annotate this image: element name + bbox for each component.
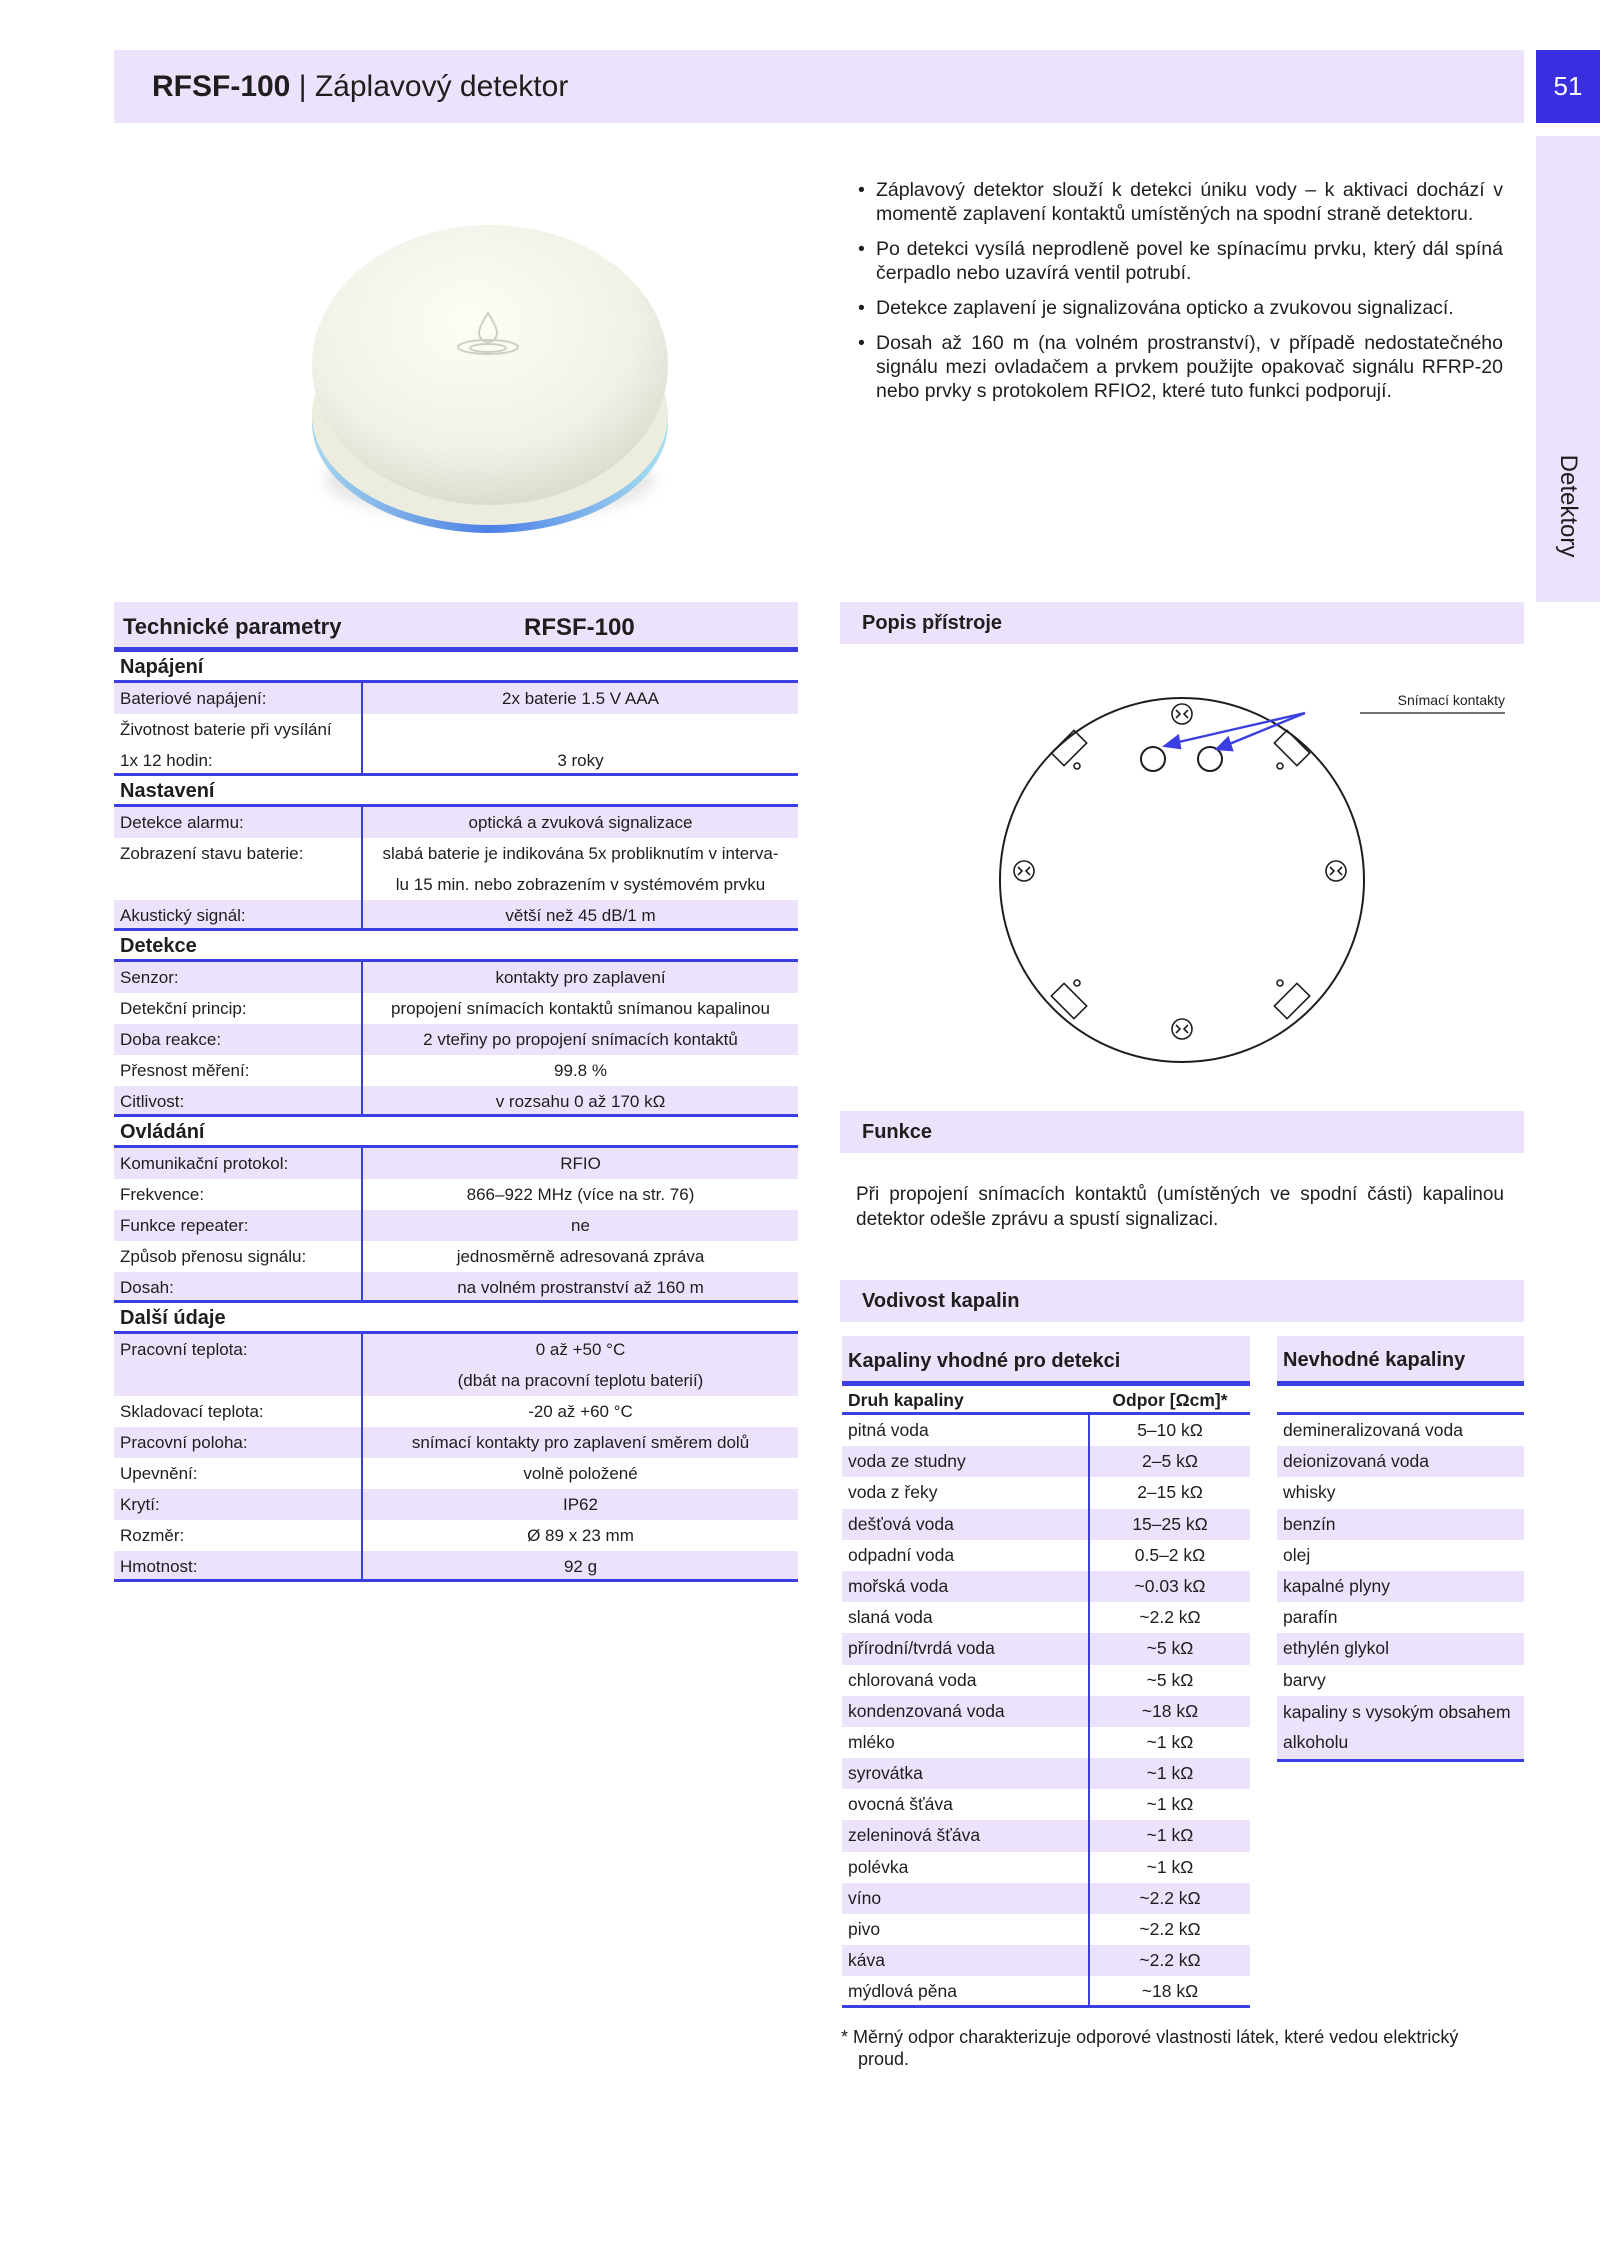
liquid-resistance: ~5 kΩ <box>1146 1638 1194 1659</box>
liquid-resistance: ~2.2 kΩ <box>1139 1887 1201 1908</box>
tech-row <box>114 1086 798 1117</box>
tech-row-label: Zobrazení stavu baterie: <box>114 838 363 869</box>
liquid-name: mléko <box>842 1727 1090 1758</box>
tech-row-value: slabá baterie je indikována 5x probliknutím v interva- <box>382 844 779 863</box>
tech-row <box>114 1148 798 1179</box>
liquid-row <box>842 1727 1250 1758</box>
liquid-row <box>842 1820 1250 1851</box>
unsuitable-liquid-item: whisky <box>1283 1482 1336 1503</box>
tech-row <box>114 1210 798 1241</box>
liquid-row <box>842 1914 1250 1945</box>
tech-row <box>114 1489 798 1520</box>
tech-row-value: ne <box>571 1216 590 1235</box>
device-image <box>300 215 680 545</box>
liquid-resistance: ~1 kΩ <box>1146 1731 1194 1752</box>
liquid-row <box>842 1540 1250 1571</box>
tech-section-heading: Detekce <box>114 931 798 962</box>
tech-row-label: Způsob přenosu signálu: <box>114 1241 363 1272</box>
liquid-resistance: ~18 kΩ <box>1141 1700 1199 1721</box>
liquid-name: káva <box>842 1945 1090 1976</box>
tech-row <box>114 683 798 714</box>
unsuitable-liquid-item: deionizovaná voda <box>1277 1446 1524 1477</box>
footnote-line: Měrný odpor charakterizuje odporové vlastnosti látek, které vedou elektrický <box>853 2027 1459 2047</box>
side-tab <box>1536 136 1600 602</box>
tech-row-label: Citlivost: <box>114 1086 363 1114</box>
tech-row <box>114 1551 798 1582</box>
title-separator: | <box>298 70 307 103</box>
tech-row-label: Komunikační protokol: <box>114 1148 363 1179</box>
liquid-resistance: 2–5 kΩ <box>1142 1451 1198 1472</box>
liquid-name: mořská voda <box>842 1571 1090 1602</box>
tech-row-value: 866–922 MHz (více na str. 76) <box>466 1185 695 1204</box>
col-liquid-type: Druh kapaliny <box>848 1390 964 1410</box>
callout-label: Snímací kontakty <box>1397 692 1505 708</box>
tech-row-value: 2x baterie 1.5 V AAA <box>502 689 659 708</box>
tech-row-value: IP62 <box>563 1495 598 1514</box>
liquid-row <box>842 1602 1250 1633</box>
liquid-resistance: ~1 kΩ <box>1146 1794 1194 1815</box>
section-popis: Popis přístroje <box>840 602 1524 644</box>
tech-row-value: RFIO <box>560 1154 601 1173</box>
feature-item: • Detekce zaplavení je signalizována opticko a zvukovou signalizací. <box>858 296 1503 320</box>
tech-row-label: Doba reakce: <box>114 1024 363 1055</box>
liquid-row <box>842 1446 1250 1477</box>
tech-row-value: 99.8 % <box>554 1061 607 1080</box>
tech-params-table <box>114 602 798 1582</box>
page-number: 51 <box>1536 50 1600 123</box>
tech-row-value: (dbát na pracovní teplotu baterií) <box>457 1371 704 1390</box>
liquid-row <box>842 1976 1250 2007</box>
tech-row <box>114 745 798 776</box>
contact-left <box>1141 747 1165 771</box>
suitable-liquids-table <box>842 1336 1250 2008</box>
liquid-resistance: ~1 kΩ <box>1146 1856 1194 1877</box>
unsuitable-liquids-table <box>1277 1336 1524 1762</box>
liquid-row <box>842 1852 1250 1883</box>
tech-row-value: Ø 89 x 23 mm <box>527 1526 634 1545</box>
tech-row-label: Přesnost měření: <box>114 1055 363 1086</box>
tech-row-label: Funkce repeater: <box>114 1210 363 1241</box>
liquid-name: víno <box>842 1883 1090 1914</box>
unsuitable-liquid-item: parafín <box>1283 1607 1338 1628</box>
tech-row-value: optická a zvuková signalizace <box>468 813 693 832</box>
tech-row-label: Senzor: <box>114 962 363 993</box>
tech-row-value: 0 až +50 °C <box>535 1340 626 1359</box>
liquid-row <box>842 1945 1250 1976</box>
screw-icon <box>1014 704 1346 1039</box>
tech-row <box>114 962 798 993</box>
unsuitable-liquid-item: kapalné plyny <box>1277 1571 1524 1602</box>
liquid-row <box>842 1789 1250 1820</box>
liquid-resistance: 0.5–2 kΩ <box>1134 1544 1206 1565</box>
tech-row-value: jednosměrně adresovaná zpráva <box>456 1247 705 1266</box>
liquid-resistance: ~1 kΩ <box>1146 1763 1194 1784</box>
funkce-text: Při propojení snímacích kontaktů (umístěných ve spodní části) kapalinou detektor odešle zprávu a spustí signalizaci. <box>856 1184 1504 1230</box>
tech-row <box>114 993 798 1024</box>
unsuitable-liquid-item: benzín <box>1277 1509 1524 1540</box>
tech-row-value: propojení snímacích kontaktů snímanou kapalinou <box>391 999 770 1018</box>
col-resistance: Odpor [Ωcm]* <box>1112 1390 1228 1410</box>
suitable-table-colhead <box>842 1386 1250 1415</box>
tech-section-heading: Nastavení <box>114 776 798 807</box>
tech-row <box>114 807 798 838</box>
unsuitable-liquid-item: kapaliny s vysokým obsahem alkoholu <box>1277 1696 1524 1762</box>
tech-row-value: na volném prostranství až 160 m <box>457 1278 704 1297</box>
liquid-resistance: 2–15 kΩ <box>1137 1482 1203 1503</box>
unsuitable-liquid-item: ethylén glykol <box>1277 1633 1524 1664</box>
tech-row <box>114 900 798 931</box>
tech-row-value: větší než 45 dB/1 m <box>505 906 656 925</box>
tech-row <box>114 714 798 745</box>
tech-row-value: -20 až +60 °C <box>528 1402 633 1421</box>
tech-row-value: 92 g <box>563 1557 598 1576</box>
liquid-name: voda ze studny <box>842 1446 1090 1477</box>
suitable-table-title: Kapaliny vhodné pro detekci <box>842 1336 1250 1386</box>
liquid-name: zeleninová šťáva <box>842 1820 1090 1851</box>
liquid-resistance: ~2.2 kΩ <box>1139 1607 1201 1628</box>
liquid-name: ovocná šťáva <box>842 1789 1090 1820</box>
clip-icon <box>1051 730 1309 1018</box>
liquid-resistance: ~0.03 kΩ <box>1134 1575 1206 1596</box>
tech-row-label: Frekvence: <box>114 1179 363 1210</box>
tech-row <box>114 1241 798 1272</box>
tech-row-label <box>114 869 363 900</box>
tech-section-heading: Napájení <box>114 652 798 683</box>
liquid-row <box>842 1758 1250 1789</box>
tech-row <box>114 1179 798 1210</box>
tech-row-label: Skladovací teplota: <box>114 1396 363 1427</box>
liquid-row <box>842 1696 1250 1727</box>
liquid-resistance: ~5 kΩ <box>1146 1669 1194 1690</box>
tech-row-label: 1x 12 hodin: <box>114 745 363 773</box>
tech-row <box>114 1396 798 1427</box>
liquid-name: kondenzovaná voda <box>842 1696 1090 1727</box>
model-name: RFSF-100 <box>152 70 291 103</box>
liquid-name: přírodní/tvrdá voda <box>842 1633 1090 1664</box>
tech-row-label: Dosah: <box>114 1272 363 1300</box>
liquid-row <box>842 1509 1250 1540</box>
liquid-resistance: ~2.2 kΩ <box>1139 1950 1201 1971</box>
liquid-name: pivo <box>842 1914 1090 1945</box>
tech-row <box>114 1024 798 1055</box>
tech-table-header <box>114 602 798 652</box>
tech-row-label: Bateriové napájení: <box>114 683 363 714</box>
liquid-name: slaná voda <box>842 1602 1090 1633</box>
page-title: Záplavový detektor <box>314 70 569 103</box>
tech-row-value: kontakty pro zaplavení <box>495 968 666 987</box>
liquid-resistance: 5–10 kΩ <box>1137 1420 1203 1440</box>
tech-row-value: v rozsahu 0 až 170 kΩ <box>495 1092 666 1111</box>
unsuitable-liquid-item: demineralizovaná voda <box>1283 1420 1463 1440</box>
page-header <box>114 50 1524 123</box>
tech-row-label: Detekční princip: <box>114 993 363 1024</box>
device-bottom-diagram <box>960 680 1520 1080</box>
feature-item: • Dosah až 160 m (na volném prostranství), v případě nedostatečného signálu mezi ovladačem a prvkem použijte opakovač signálu RFRP-20 nebo prvky s protokolem RFIO2, které tuto funkci podporují. <box>858 331 1503 403</box>
liquid-row <box>842 1415 1250 1446</box>
tech-table-title: Technické parametry <box>123 614 342 639</box>
liquid-resistance: ~2.2 kΩ <box>1139 1919 1201 1939</box>
tech-row-label <box>114 1365 363 1396</box>
liquid-name: mýdlová pěna <box>842 1976 1090 2004</box>
tech-row <box>114 869 798 900</box>
liquid-row <box>842 1477 1250 1508</box>
footnote-line: proud. <box>858 2049 910 2069</box>
tech-row <box>114 1520 798 1551</box>
tech-row <box>114 1365 798 1396</box>
section-funkce: Funkce <box>840 1111 1524 1153</box>
liquid-name: pitná voda <box>842 1415 1090 1446</box>
tech-row <box>114 1272 798 1303</box>
unsuitable-liquid-item: olej <box>1283 1544 1311 1565</box>
tech-row <box>114 1334 798 1365</box>
liquid-resistance: ~1 kΩ <box>1146 1825 1194 1846</box>
feature-list <box>858 178 1503 414</box>
side-tab-label: Detektory <box>1555 454 1582 558</box>
contact-right <box>1198 747 1222 771</box>
tech-row-value: volně položené <box>523 1464 638 1483</box>
tech-row-value: lu 15 min. nebo zobrazením v systémovém prvku <box>395 875 766 894</box>
liquid-row <box>842 1883 1250 1914</box>
feature-item: • Po detekci vysílá neprodleně povel ke spínacímu prvku, který dál spíná čerpadlo nebo uzavírá ventil potrubí. <box>858 237 1503 285</box>
liquid-name: dešťová voda <box>842 1509 1090 1540</box>
liquid-name: odpadní voda <box>842 1540 1090 1571</box>
tech-row-label: Krytí: <box>114 1489 363 1520</box>
tech-row-label: Životnost baterie při vysílání <box>114 714 363 745</box>
footnote: * Měrný odpor charakterizuje odporové vlastnosti látek, které vedou elektrický proud. <box>841 2026 1501 2070</box>
tech-row-label: Akustický signál: <box>114 900 363 928</box>
liquid-name: chlorovaná voda <box>842 1665 1090 1696</box>
tech-row <box>114 1055 798 1086</box>
liquid-name: polévka <box>842 1852 1090 1883</box>
tech-section-heading: Další údaje <box>114 1303 798 1334</box>
feature-item: • Záplavový detektor slouží k detekci úniku vody – k aktivaci dochází v momentě zaplavení kontaktů umístěných na spodní straně detektoru. <box>858 178 1503 226</box>
liquid-row <box>842 1665 1250 1696</box>
tech-row-value: snímací kontakty pro zaplavení směrem dolů <box>411 1433 750 1452</box>
tech-row-label: Rozměr: <box>114 1520 363 1551</box>
tech-row-label: Detekce alarmu: <box>114 807 363 838</box>
callout-arrows <box>1165 713 1305 750</box>
liquid-name: voda z řeky <box>842 1477 1090 1508</box>
section-vodivost: Vodivost kapalin <box>840 1280 1524 1322</box>
tech-row <box>114 1458 798 1489</box>
tech-row-label: Pracovní poloha: <box>114 1427 363 1458</box>
liquid-row <box>842 1571 1250 1602</box>
tech-row-label: Hmotnost: <box>114 1551 363 1579</box>
tech-row-label: Pracovní teplota: <box>114 1334 363 1365</box>
tech-row <box>114 838 798 869</box>
tech-section-heading: Ovládání <box>114 1117 798 1148</box>
tech-row <box>114 1427 798 1458</box>
liquid-row <box>842 1633 1250 1664</box>
tech-row-value: 3 roky <box>557 751 604 770</box>
tech-row-value: 2 vteřiny po propojení snímacích kontaktů <box>423 1030 738 1049</box>
liquid-resistance: ~18 kΩ <box>1141 1981 1199 2002</box>
tech-row-label: Upevnění: <box>114 1458 363 1489</box>
unsuitable-table-title: Nevhodné kapaliny <box>1277 1336 1524 1386</box>
tech-row-value <box>363 714 798 745</box>
liquid-resistance: 15–25 kΩ <box>1132 1513 1208 1534</box>
liquid-name: syrovátka <box>842 1758 1090 1789</box>
unsuitable-liquid-item: barvy <box>1283 1669 1326 1690</box>
tech-table-model: RFSF-100 <box>524 614 635 641</box>
